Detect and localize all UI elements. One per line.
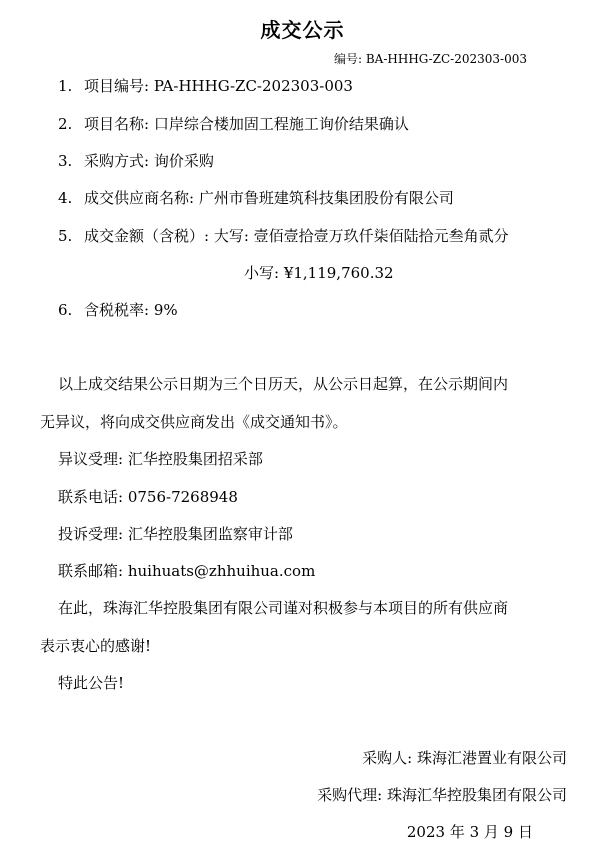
item-label: 项目编号: [84,77,150,95]
item-project-number [58,76,353,96]
closing-statement: 特此公告! [58,674,125,692]
item-number: 2. [58,115,73,133]
notice-paragraph-line-1: 以上成交结果公示日期为三个日历天，从公示日起算，在公示期间内 [58,375,509,393]
item-label: 含税税率: [84,301,150,319]
notice-date: 2023 年 3 月 9 日 [406,823,533,841]
thanks-paragraph-line-2: 表示衷心的感谢! [40,637,152,655]
item-tax-rate [58,300,178,320]
item-label: 项目名称: [84,115,150,133]
item-procurement-method [58,151,214,171]
document-number: 编号: BA-HHHG-ZC-202303-003 [334,52,527,66]
item-project-name [58,114,409,134]
item-value: 大写: 壹佰壹拾壹万玖仟柒佰陆拾元叁角贰分 [213,227,509,245]
thanks-paragraph-line-1: 在此，珠海汇华控股集团有限公司谨对积极参与本项目的所有供应商 [58,599,509,617]
agent-signature: 采购代理: 珠海汇华控股集团有限公司 [317,786,567,804]
complaint-contact: 投诉受理: 汇华控股集团监察审计部 [58,525,293,543]
item-number: 1. [58,77,73,95]
item-label: 成交金额（含税）: [84,227,210,245]
item-supplier-name [58,188,454,208]
item-label: 采购方式: [84,152,150,170]
item-number: 5. [58,227,73,245]
item-transaction-amount [58,226,509,246]
item-number: 4. [58,189,73,207]
item-value: 口岸综合楼加固工程施工询价结果确认 [153,115,409,133]
contact-email: 联系邮箱: huihuats@zhhuihua.com [58,562,316,580]
item-number: 3. [58,152,73,170]
item-number: 6. [58,301,73,319]
objection-contact: 异议受理: 汇华控股集团招采部 [58,450,263,468]
item-value: 9% [153,301,178,319]
purchaser-signature: 采购人: 珠海汇港置业有限公司 [362,749,567,767]
page-title: 成交公示 [260,18,345,42]
item-value: 询价采购 [153,152,214,170]
amount-in-figures: 小写: ¥1,119,760.32 [244,264,394,282]
item-value: PA-HHHG-ZC-202303-003 [153,77,353,95]
notice-paragraph-line-2: 无异议，将向成交供应商发出《成交通知书》。 [40,413,348,431]
item-label: 成交供应商名称: [84,189,195,207]
item-value: 广州市鲁班建筑科技集团股份有限公司 [198,189,454,207]
contact-phone: 联系电话: 0756-7268948 [58,488,238,506]
